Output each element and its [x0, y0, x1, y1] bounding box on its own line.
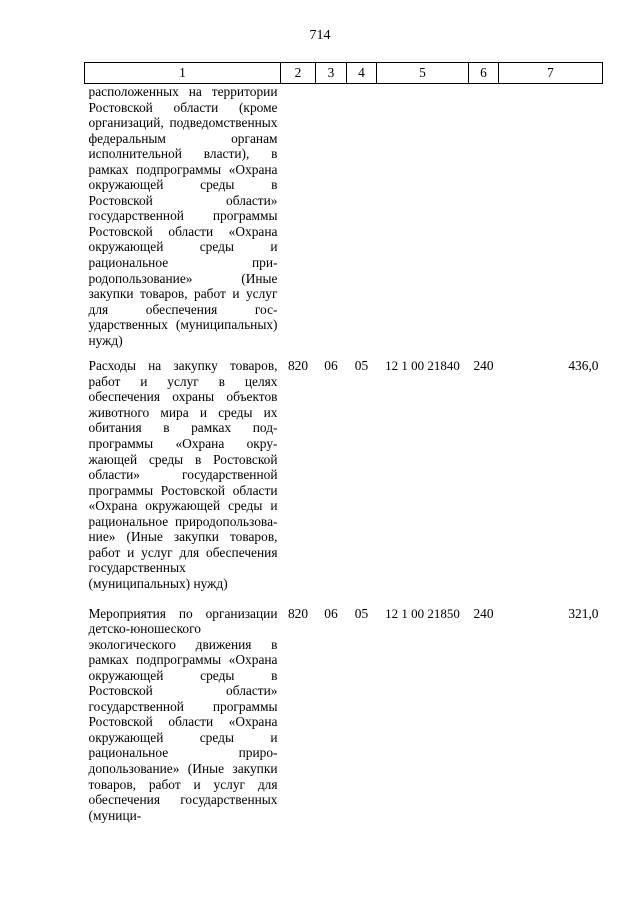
row-ministry-code	[281, 84, 316, 349]
row-description: Мероприятия по организации детско-юношеского экологического движения в рамках подпрограммы «Охрана окружающей среды в Ростовской области» государственной программы Ростовской области «Охрана окружающей среды и рациональное природопользование» (Иные закупки товаров, работ и услуг для обеспечения государственных (муници-	[88, 605, 278, 823]
table-row	[85, 606, 603, 824]
header-col-6: 6	[469, 63, 499, 84]
row-subsection-code	[347, 84, 377, 349]
row-expense-type	[469, 84, 499, 349]
header-col-7: 7	[499, 63, 603, 84]
table-header-row	[85, 63, 603, 84]
table-row	[85, 84, 603, 349]
row-expense-type: 240	[473, 358, 494, 374]
page-number: 714	[309, 28, 331, 43]
row-ministry-code: 820	[287, 605, 309, 621]
row-target-code: 12 1 00 21840	[385, 358, 460, 374]
header-col-1: 1	[85, 63, 281, 84]
row-section-code: 06	[324, 358, 338, 374]
row-description: Расходы на закупку товаров, работ и услуг в целях обеспечения охраны объектов животного мира и среды их обитания в рамках подпрограммы «Охрана окружающей среды в Ростовской области» государственной программы Ростовской области «Охрана окружающей среды и рациональное природопользование» (Иные закупки товаров, работ и услуг для обеспечения государственных (муниципальных) нужд)	[88, 358, 278, 591]
row-amount: 321,0	[568, 605, 599, 621]
table-row	[85, 358, 603, 591]
row-ministry-code: 820	[287, 358, 309, 374]
row-section-code: 06	[324, 605, 338, 621]
header-col-4: 4	[347, 63, 377, 84]
budget-table	[84, 62, 603, 823]
row-target-code	[377, 84, 469, 349]
row-section-code	[316, 84, 347, 349]
header-col-2: 2	[281, 63, 316, 84]
row-description: расположенных на территории Ростовской области (кроме организаций, подведомственных федеральным органам исполнительной власти), в рамках подпрограммы «Охрана окружающей среды в Ростовской области» государственной программы Ростовской области «Охрана окружающей среды и рациональное природопользование» (Иные закупки товаров, работ и услуг для обеспечения государственных (муниципальных) нужд)	[88, 84, 278, 348]
row-amount	[499, 84, 603, 349]
row-subsection-code: 05	[354, 358, 369, 374]
row-expense-type: 240	[473, 605, 494, 621]
header-col-5: 5	[377, 63, 469, 84]
row-subsection-code: 05	[354, 605, 369, 621]
row-amount: 436,0	[568, 358, 599, 374]
header-col-3: 3	[316, 63, 347, 84]
row-target-code: 12 1 00 21850	[385, 605, 460, 621]
